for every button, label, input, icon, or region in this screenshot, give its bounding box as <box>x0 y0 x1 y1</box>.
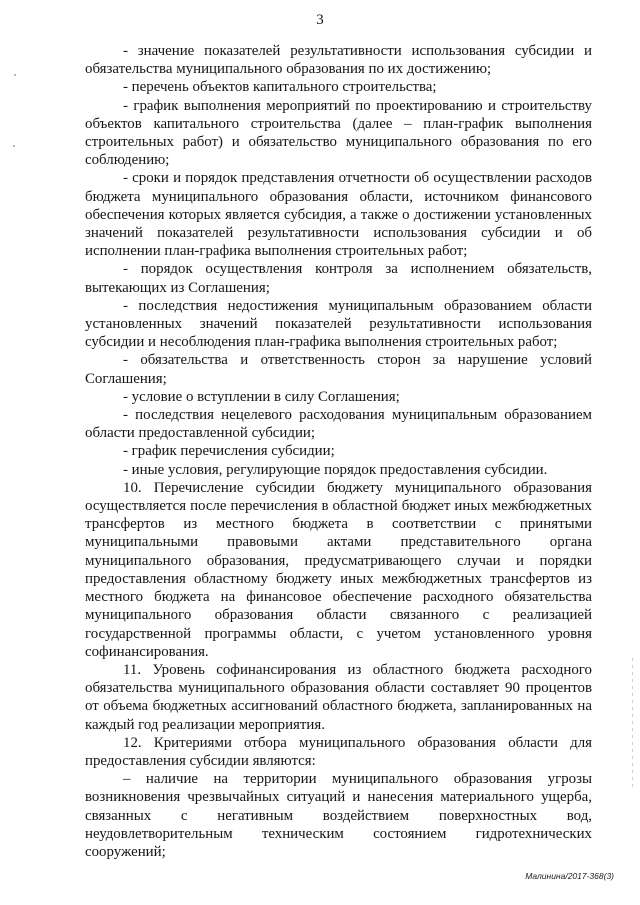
paragraph-section-10: 10. Перечисление субсидии бюджету муниципального образования осуществляется после перечисления в областной бюджет иных межбюджетных трансфертов из местного бюджета в соответствии с принятыми муниципальными правовыми актами представительного органа муниципального образования, предусматривающего случаи и порядки предоставления областному бюджету иных межбюджетных трансфертов из местного бюджета на финансовое обеспечение расходного обязательства муниципального образования области связанного с реализацией государственной программы области, с учетом установленного уровня софинансирования. <box>85 479 592 660</box>
scan-speck <box>13 145 15 147</box>
paragraph-schedule: - график выполнения мероприятий по проектированию и строительству объектов капитального строительства (далее – план-график выполнения строительных работ) и обязательство муниципального образования по его соблюдению; <box>85 97 592 169</box>
scan-speck <box>14 74 16 76</box>
document-body <box>85 42 592 861</box>
paragraph-reporting: - сроки и порядок представления отчетности об осуществлении расходов бюджета муниципального образования области, источником финансового обеспечения которых является субсидия, а также о достижении установленных значений показателей результативности использования субсидии и об исполнении план-графика выполнения строительных работ; <box>85 170 592 260</box>
paragraph-control: - порядок осуществления контроля за исполнением обязательств, вытекающих из Соглашения; <box>85 261 592 296</box>
paragraph-section-11: 11. Уровень софинансирования из областного бюджета расходного обязательства муниципального образования области составляет 90 процентов от объема бюджетных ассигнований областного бюджета, запланированных на каждый год реализации мероприятия. <box>85 661 592 733</box>
paragraph-non-achievement: - последствия недостижения муниципальным образованием области установленных значений показателей результативности использования субсидии и несоблюдения план-графика выполнения строительных работ; <box>85 297 592 351</box>
paragraph-indicator-values: - значение показателей результативности использования субсидии и обязательства муниципального образования по их достижению; <box>85 43 592 78</box>
paragraph-misuse: - последствия нецелевого расходования муниципальным образованием области предоставленной субсидии; <box>85 407 592 442</box>
paragraph-entry-into-force: - условие о вступлении в силу Соглашения; <box>123 388 400 405</box>
page-number: 3 <box>316 12 324 28</box>
paragraph-construction-objects: - перечень объектов капитального строительства; <box>123 79 437 96</box>
footer-code: Малинина/2017-368(3) <box>525 871 614 881</box>
scan-edge-mark <box>632 658 633 788</box>
paragraph-section-12: 12. Критериями отбора муниципального образования области для предоставления субсидии являются: <box>85 734 592 769</box>
paragraph-responsibility: - обязательства и ответственность сторон за нарушение условий Соглашения; <box>85 352 592 387</box>
paragraph-transfer-schedule: - график перечисления субсидии; <box>123 443 335 460</box>
paragraph-criteria-threat: – наличие на территории муниципального образования угрозы возникновения чрезвычайных ситуаций и нанесения материального ущерба, связанных с негативным воздействием поверхностных вод, неудовлетворительным техническим состоянием гидротехнических сооружений; <box>85 771 592 860</box>
paragraph-other-conditions: - иные условия, регулирующие порядок предоставления субсидии. <box>123 461 548 478</box>
